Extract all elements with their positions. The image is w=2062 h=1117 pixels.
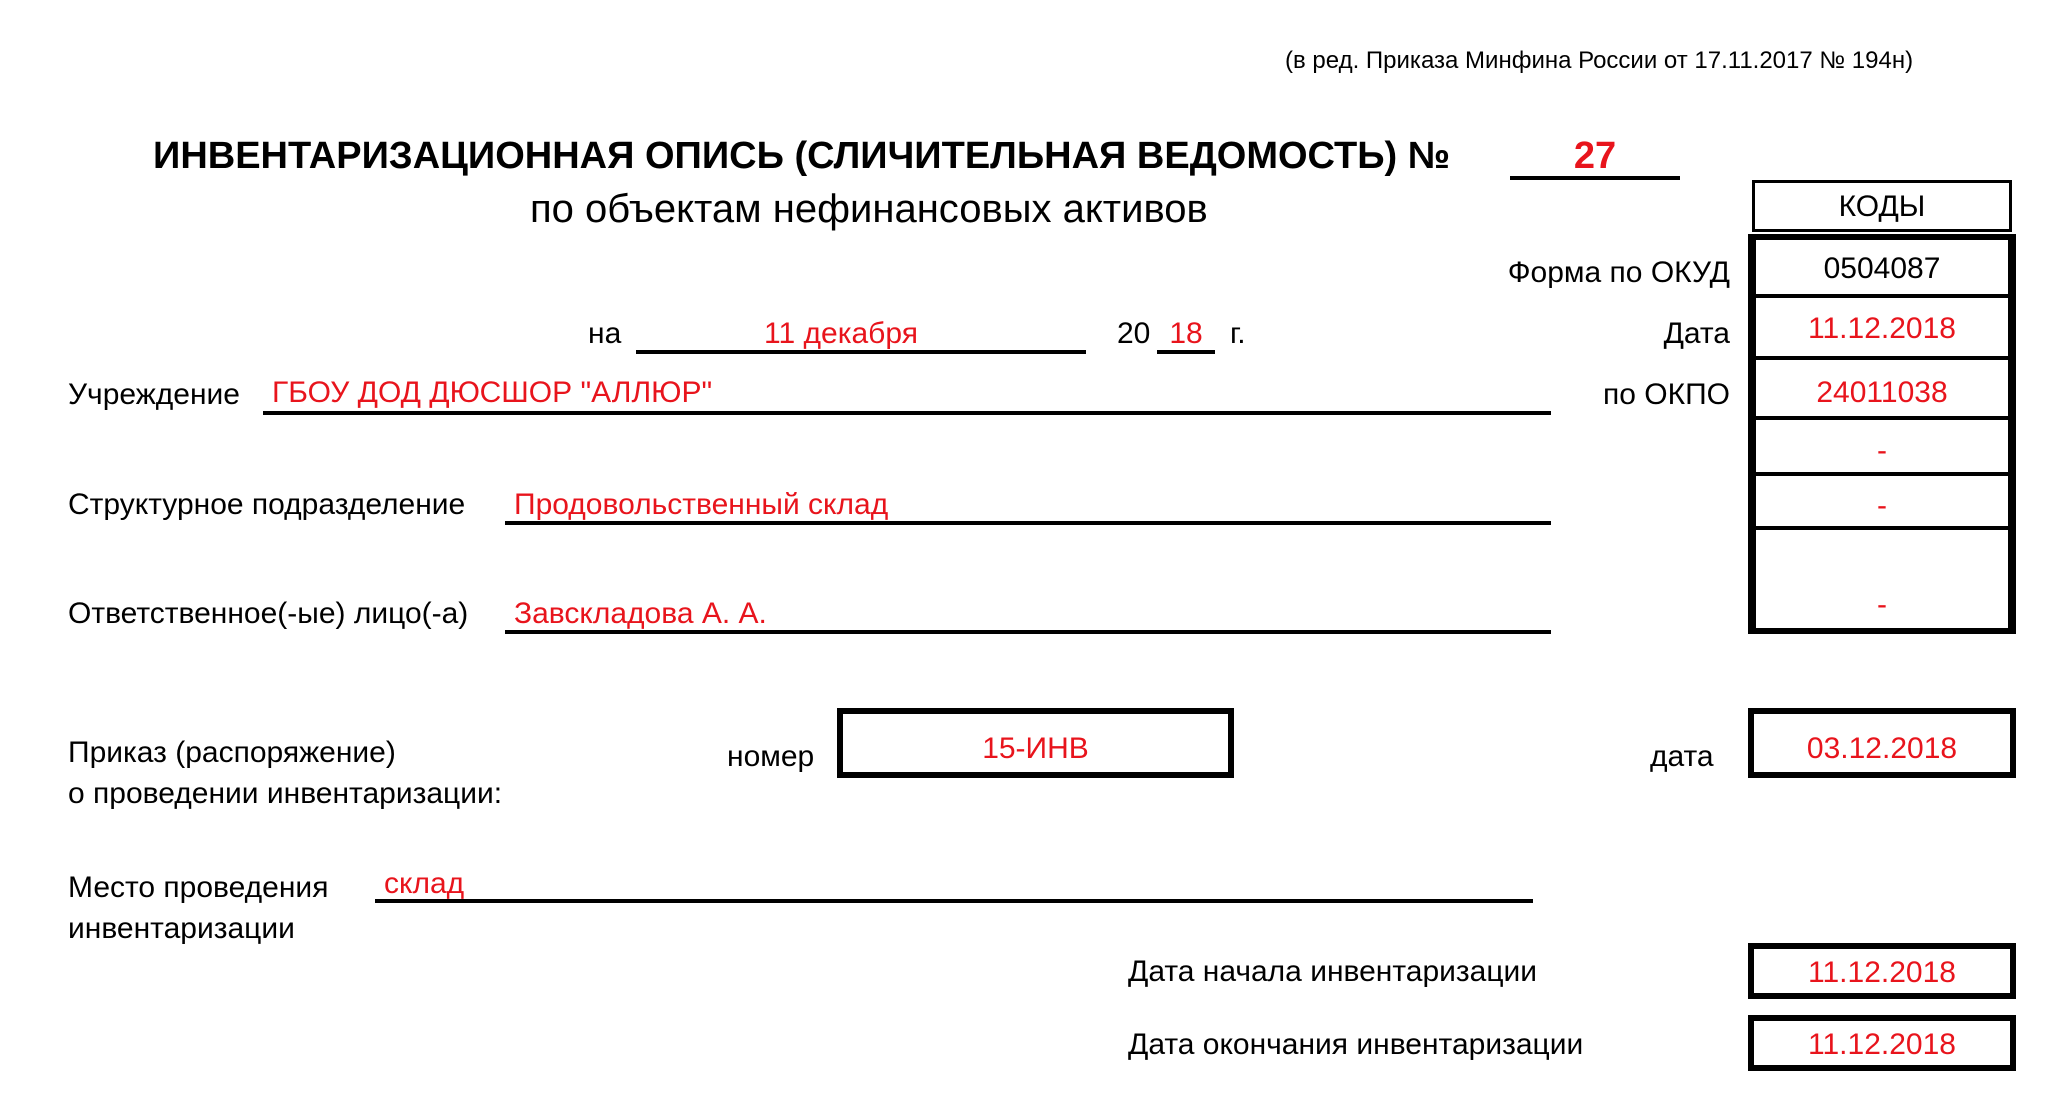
institution-value[interactable]: ГБОУ ДОД ДЮСШОР "АЛЛЮР" — [272, 376, 713, 409]
order-number-label: номер — [727, 740, 815, 773]
okpo-code[interactable]: 24011038 — [1756, 360, 2008, 420]
place-label-line1: Место проведения — [68, 871, 329, 904]
institution-underline — [263, 411, 1551, 415]
order-label-line1: Приказ (распоряжение) — [68, 736, 396, 769]
codes-header: КОДЫ — [1752, 180, 2012, 232]
edition-note: (в ред. Приказа Минфина России от 17.11.2017 № 194н) — [1285, 47, 1914, 74]
codes-table — [1748, 234, 2016, 634]
institution-label: Учреждение — [68, 378, 240, 411]
okpo-label: по ОКПО — [1603, 378, 1730, 411]
okud-code: 0504087 — [1756, 240, 2008, 298]
date-prefix: на — [588, 317, 622, 350]
code-row-6[interactable]: - — [1877, 588, 1887, 621]
code-row-4[interactable]: - — [1756, 420, 2008, 476]
start-date-label: Дата начала инвентаризации — [1128, 955, 1538, 988]
end-date-field[interactable]: 11.12.2018 — [1748, 1015, 2016, 1071]
date-code[interactable]: 11.12.2018 — [1756, 298, 2008, 360]
division-label: Структурное подразделение — [68, 488, 466, 521]
form-number[interactable]: 27 — [1573, 135, 1617, 177]
date-year[interactable]: 18 — [1169, 317, 1203, 350]
place-value[interactable]: склад — [384, 867, 465, 900]
order-label-line2: о проведении инвентаризации: — [68, 777, 503, 810]
order-date-field[interactable]: 03.12.2018 — [1748, 708, 2016, 778]
place-underline — [375, 899, 1533, 903]
place-label-line2: инвентаризации — [68, 912, 295, 945]
date-century: 20 — [1117, 317, 1151, 350]
date-label: Дата — [1663, 317, 1730, 350]
start-date-field[interactable]: 11.12.2018 — [1748, 943, 2016, 999]
division-value[interactable]: Продовольственный склад — [514, 488, 889, 521]
form-subtitle: по объектам нефинансовых активов — [530, 187, 1208, 231]
order-date-label: дата — [1650, 740, 1714, 773]
order-number-field[interactable]: 15-ИНВ — [837, 708, 1234, 778]
okud-label: Форма по ОКУД — [1507, 256, 1730, 289]
code-row-5[interactable]: - — [1756, 476, 2008, 530]
form-title: ИНВЕНТАРИЗАЦИОННАЯ ОПИСЬ (СЛИЧИТЕЛЬНАЯ ВЕДОМОСТЬ) № — [153, 135, 1451, 177]
responsible-label: Ответственное(-ые) лицо(-а) — [68, 597, 469, 630]
date-suffix: г. — [1230, 317, 1246, 350]
date-day-month[interactable]: 11 декабря — [764, 317, 918, 350]
responsible-value[interactable]: Завскладова А. А. — [514, 597, 767, 630]
end-date-label: Дата окончания инвентаризации — [1128, 1028, 1584, 1061]
